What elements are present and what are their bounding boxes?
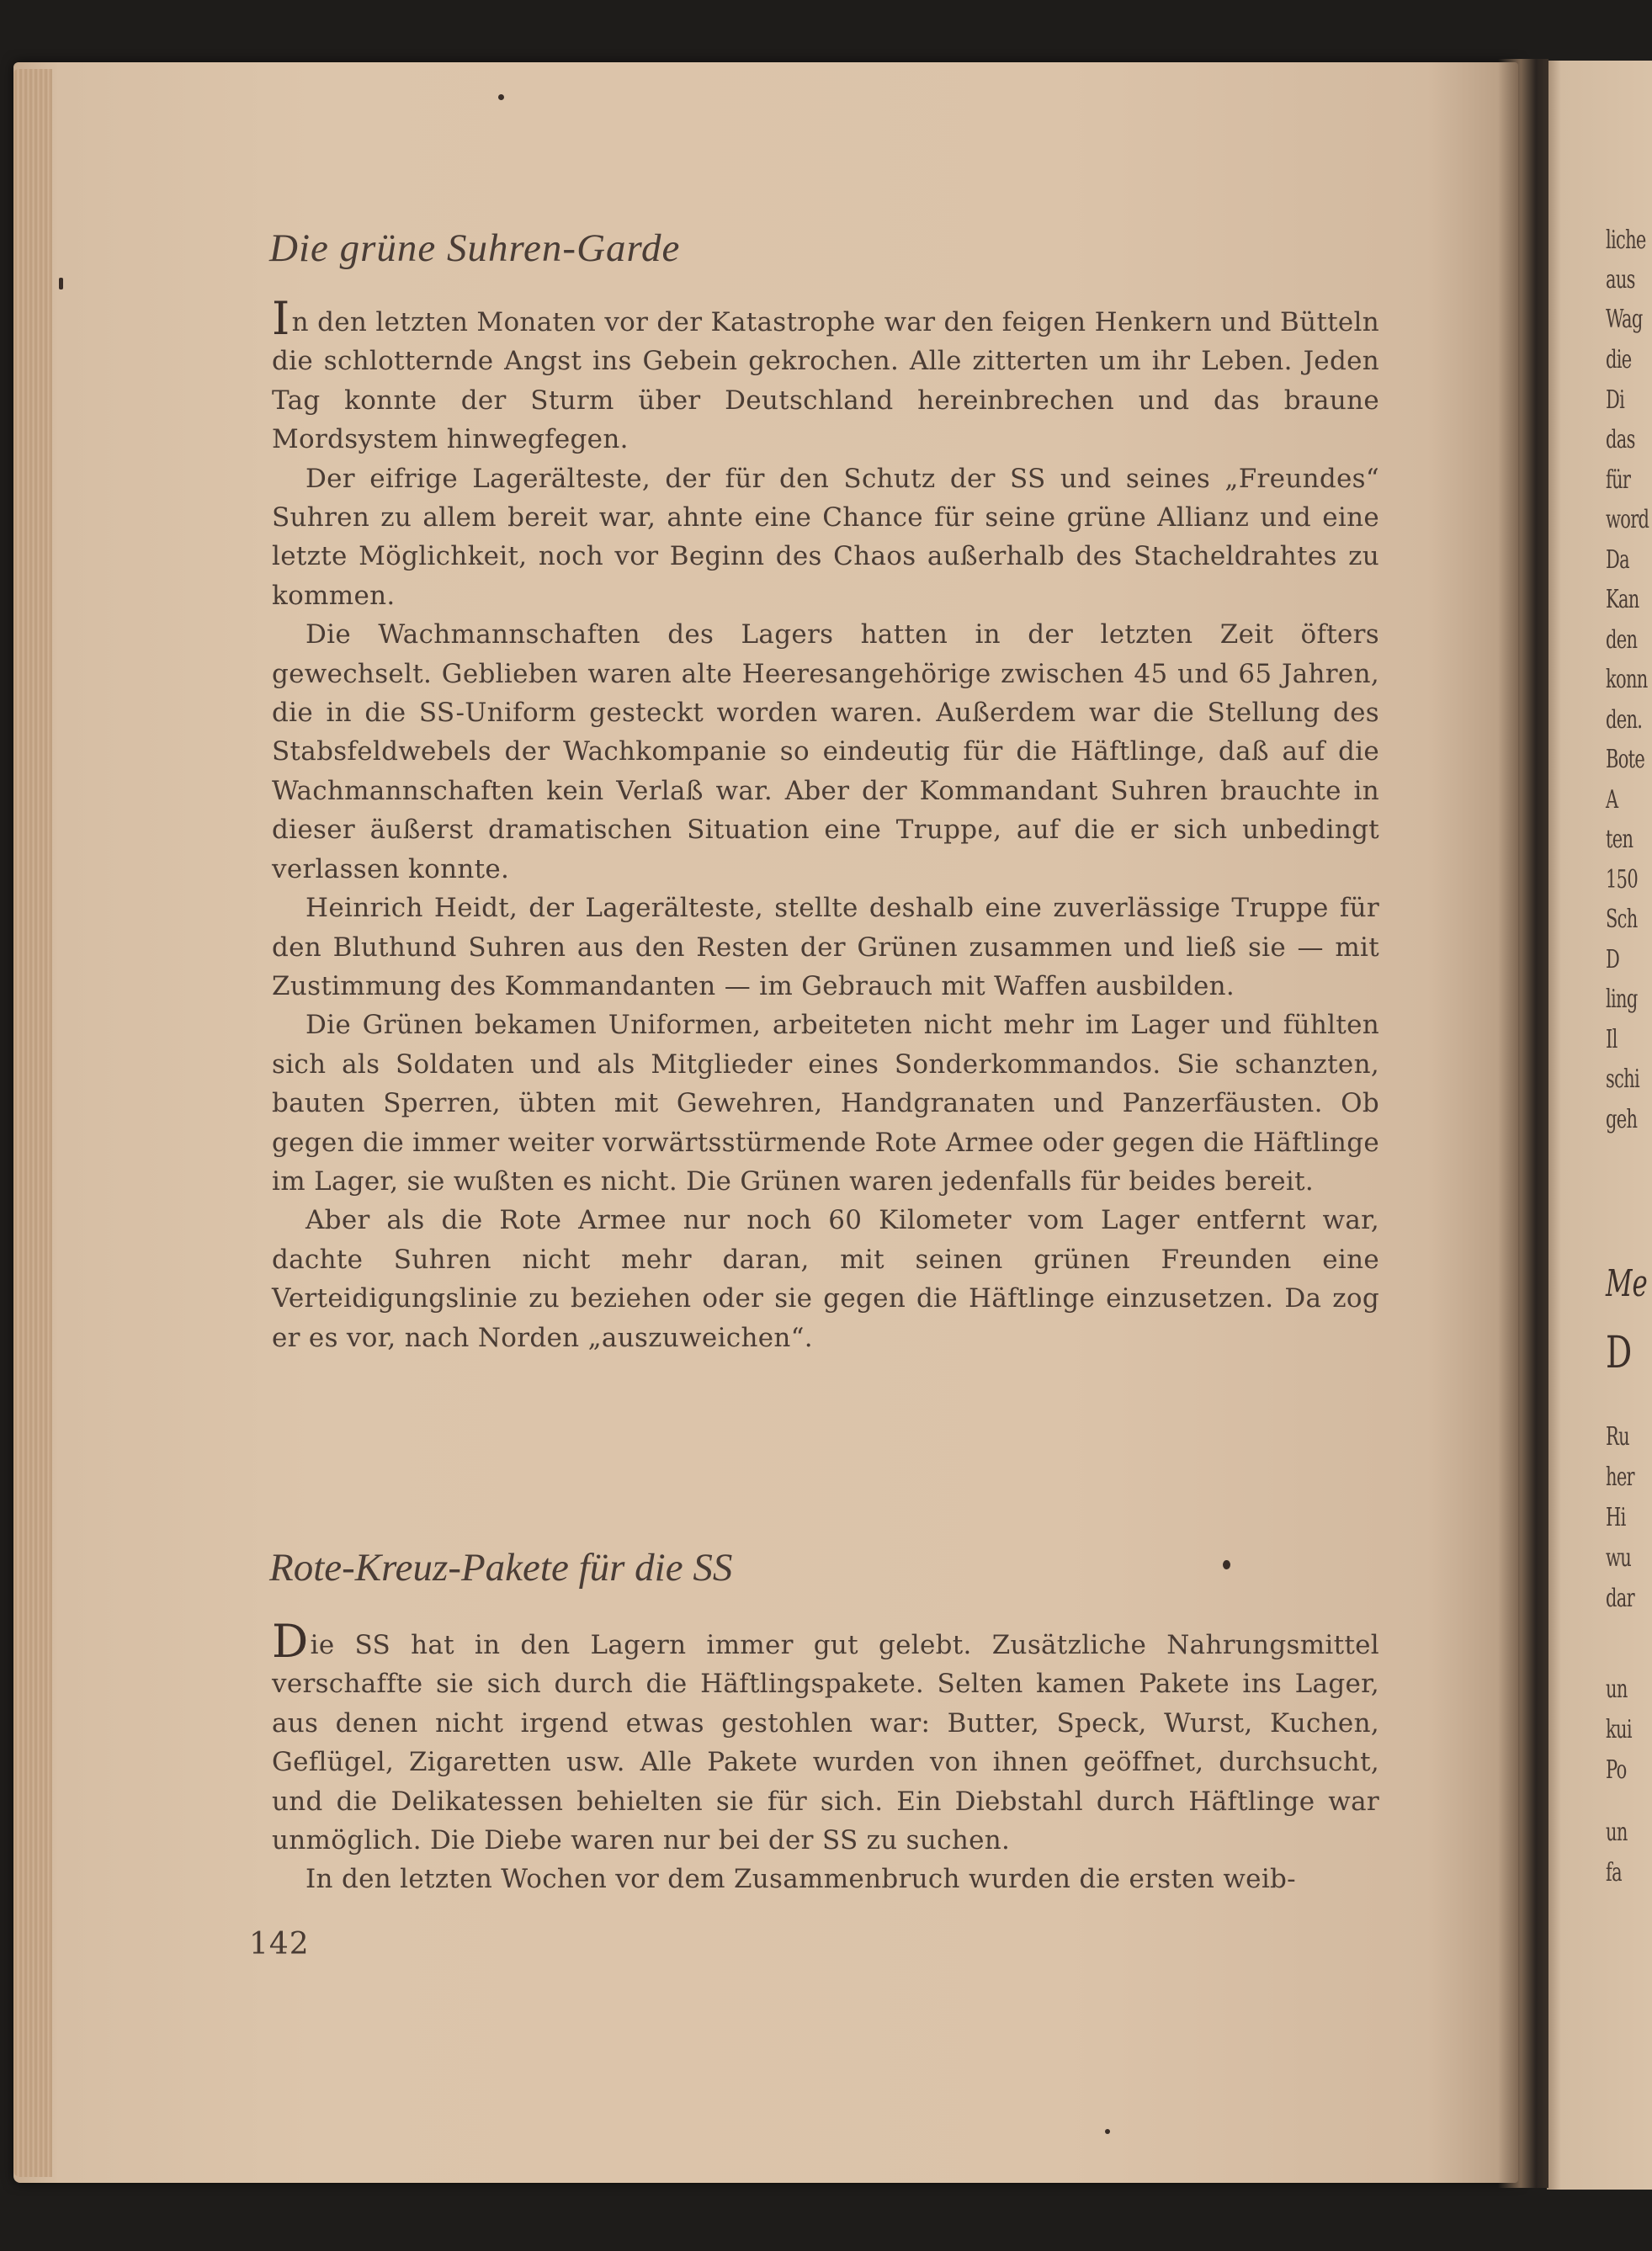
facing-page-word: geh [1606, 1105, 1638, 1134]
paragraph: Heinrich Heidt, der Lagerälteste, stellte deshalb eine zuverlässige Truppe für den Bluthund Suhren aus den Resten der Grünen zusammen und ließ sie — mit Zustimmung des Kommandanten — im Gebrauch mit Waffen ausbilden. [272, 893, 1379, 1001]
facing-page-word: word [1606, 505, 1649, 534]
facing-page-word: konn [1606, 665, 1648, 694]
drop-cap: D [272, 1615, 309, 1668]
paper-speck [59, 278, 63, 289]
facing-page-word: Bote [1606, 745, 1645, 774]
paragraph [272, 292, 1379, 459]
section-body [272, 1615, 1379, 1899]
facing-page-heading: Me [1606, 1262, 1648, 1305]
facing-page-word: wu [1606, 1543, 1632, 1573]
facing-page-word: die [1606, 345, 1632, 374]
paragraph [272, 1615, 1379, 1860]
drop-cap: I [272, 292, 290, 345]
section-title: Die grüne Suhren-Garde [269, 226, 681, 270]
facing-page-word: für [1606, 465, 1631, 495]
facing-page-word: fa [1606, 1858, 1622, 1887]
facing-page-word: kui [1606, 1715, 1632, 1744]
facing-page-word: Il [1606, 1025, 1617, 1054]
facing-page-word: den [1606, 625, 1638, 655]
facing-page-word: un [1606, 1675, 1628, 1704]
facing-page-word: Ru [1606, 1422, 1629, 1452]
facing-page-word: A [1606, 785, 1618, 815]
facing-page-word: Po [1606, 1755, 1627, 1785]
paper-speck [1223, 1560, 1230, 1569]
facing-page-word: her [1606, 1463, 1634, 1492]
facing-page-word: un [1606, 1818, 1628, 1847]
facing-page-word: Hi [1606, 1503, 1626, 1532]
facing-page-word: Da [1606, 545, 1629, 575]
facing-page-word: Kan [1606, 585, 1639, 614]
paragraph-text: n den letzten Monaten vor der Katastrophe war den feigen Henkern und Bütteln die schlotternde Angst ins Gebein gekrochen. Alle zitterten um ihr Leben. Jeden Tag konnte der Sturm über Deutschland hereinbrechen und das braune Mordsystem hinwegfegen. [272, 307, 1379, 455]
paragraph: In den letzten Wochen vor dem Zusammenbruch wurden die ersten weib- [305, 1864, 1296, 1895]
facing-page-word: 150 [1606, 865, 1638, 895]
page-number: 142 [249, 1927, 310, 1962]
paragraph: Der eifrige Lagerälteste, der für den Schutz der SS und seines „Freundes“ Suhren zu allem bereit war, ahnte eine Chance für seine grüne Allianz und eine letzte Möglichkeit, noch vor Beginn des Chaos außerhalb des Stacheldrahtes zu kommen. [272, 463, 1379, 611]
facing-page-word: D [1606, 945, 1620, 974]
facing-page-word: dar [1606, 1584, 1634, 1613]
facing-page-word: den. [1606, 705, 1643, 735]
facing-page-dropcap: D [1606, 1328, 1633, 1378]
facing-page-word: liche [1606, 226, 1646, 255]
paper-speck [1105, 2129, 1110, 2134]
paragraph-text: ie SS hat in den Lagern immer gut gelebt. Zusätzliche Nahrungsmittel verschaffte sie sich durch die Häftlingspakete. Selten kamen Pakete ins Lager, aus denen nicht irgend etwas gestohlen war: Butter, Speck, Wurst, Kuchen, Geflügel, Zigaretten usw. Alle Pakete wurden von ihnen geöffnet, durchsucht, und die Delikatessen behielten sie für sich. Ein Diebstahl durch Häftlinge war unmöglich. Die Diebe waren nur bei der SS zu suchen. [272, 1630, 1379, 1856]
facing-page-word: das [1606, 425, 1635, 454]
facing-page-word: aus [1606, 265, 1635, 295]
paper-speck [498, 94, 504, 100]
facing-page-word: Wag [1606, 305, 1643, 334]
paragraph: Die Wachmannschaften des Lagers hatten in der letzten Zeit öfters gewechselt. Geblieben waren alte Heeresangehörige zwischen 45 und 65 Jahren, die in die SS-Uniform gesteckt worden waren. Außerdem war die Stellung des Stabsfeldwebels der Wachkompanie so eindeutig für die Häftlinge, daß auf die Wachmannschaften kein Verlaß war. Aber der Kommandant Suhren brauchte in dieser äußerst dramatischen Situation eine Truppe, auf die er sich unbedingt verlassen konnte. [272, 619, 1379, 884]
facing-page-word: ten [1606, 825, 1633, 854]
paragraph: Die Grünen bekamen Uniformen, arbeiteten nicht mehr im Lager und fühlten sich als Soldaten und als Mitglieder eines Sonderkommandos. Sie schanzten, bauten Sperren, übten mit Gewehren, Handgranaten und Panzerfäusten. Ob gegen die immer weiter vorwärtsstürmende Rote Armee oder gegen die Häftlinge im Lager, sie wußten es nicht. Die Grünen waren jedenfalls für beides bereit. [272, 1010, 1379, 1197]
facing-page-word: Di [1606, 385, 1625, 415]
page-edge-stack [13, 69, 52, 2177]
section-title: Rote-Kreuz-Pakete für die SS [269, 1546, 733, 1590]
section-body [272, 292, 1379, 1357]
facing-page-word: ling [1606, 985, 1638, 1014]
book-gutter [1498, 59, 1548, 2188]
facing-page-word: Sch [1606, 905, 1638, 934]
paragraph: Aber als die Rote Armee nur noch 60 Kilometer vom Lager entfernt war, dachte Suhren nicht mehr daran, mit seinen grünen Freunden eine Verteidigungslinie zu beziehen oder sie gegen die Häftlinge einzusetzen. Da zog er es vor, nach Norden „auszuweichen“. [272, 1205, 1379, 1353]
facing-page-word: schi [1606, 1064, 1639, 1094]
